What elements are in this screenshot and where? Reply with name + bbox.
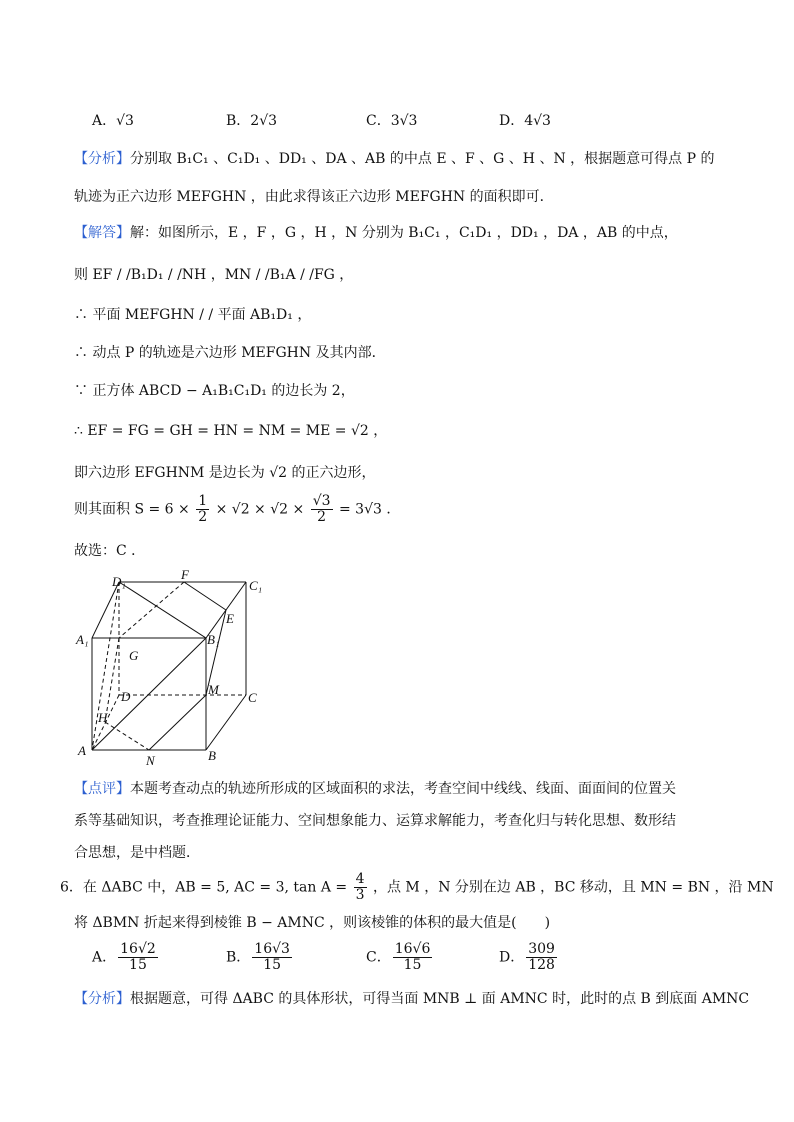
q6-line-2: 将 ΔBMN 折起来得到棱锥 B − AMNC ，则该棱锥的体积的最大值是( ): [74, 915, 551, 931]
comment-text-1: 本题考查动点的轨迹所形成的区域面积的求法，考查空间中线线、线面、面面间的位置关: [130, 781, 676, 797]
q6-option-a-num: 16√2: [120, 941, 156, 957]
q6-option-a-den: 15: [129, 957, 147, 973]
label-c1: C₁: [249, 578, 263, 593]
q6-option-c-num: 16√6: [394, 941, 431, 957]
fraction-root3: [311, 494, 333, 525]
q6-option-d-frac: [526, 942, 557, 973]
comment-line-1: [74, 778, 676, 798]
q6-option-c-frac: [393, 942, 433, 973]
label-a1: A₁: [76, 632, 89, 647]
label-c: C: [248, 690, 257, 705]
fraction-half-num: 1: [198, 493, 208, 509]
solution-line-8: [74, 494, 400, 525]
fraction-root3-den: 2: [317, 509, 327, 525]
solution-line-4: ∴ 动点 P 的轨迹是六边形 MEFGHN 及其内部．: [74, 345, 386, 361]
label-d: D: [121, 689, 131, 704]
analysis-line-1: [74, 148, 714, 168]
q6-option-c-label: C．: [366, 949, 391, 966]
area-post: = 3√3 ．: [338, 501, 401, 518]
fraction-half: [196, 494, 209, 525]
q6-option-c-den: 15: [403, 957, 422, 973]
q6-option-d-num: 309: [528, 941, 555, 957]
analysis2-text-1: 根据题意，可得 ΔABC 的具体形状，可得当面 MNB ⊥ 面 AMNC 时，此时的点 B 到底面 AMNC: [130, 991, 750, 1007]
q6-option-a-frac: [118, 942, 158, 973]
area-pre: 则其面积 S = 6 ×: [74, 501, 190, 518]
analysis-text-1: 分别取 B₁C₁ 、C₁D₁ 、DD₁ 、DA 、AB 的中点 E 、F 、G 、H 、N ，根据题意可得点 P 的: [130, 151, 715, 167]
q6-option-b-den: 15: [263, 957, 282, 973]
solution-line-7: 即六边形 EFGHNM 是边长为 √2 的正六边形，: [74, 465, 376, 481]
cube-figure: [74, 570, 274, 770]
label-h: H: [98, 710, 108, 725]
q6-line-1: [60, 872, 774, 903]
solution-line-9: 故选：C ．: [74, 543, 146, 559]
solution-line-3: ∴ 平面 MEFGHN / / 平面 AB₁D₁ ，: [74, 307, 312, 323]
label-b1: B₁: [207, 632, 220, 647]
option-b: B．2√3: [226, 113, 278, 129]
solution-tag: 【解答】: [74, 225, 130, 241]
label-e: E: [226, 611, 234, 626]
q6-option-b-num: 16√3: [254, 941, 290, 957]
solution-line-1: [74, 222, 678, 242]
q6-option-d-den: 128: [528, 957, 555, 973]
q6-option-c: [366, 942, 434, 973]
label-b: B: [208, 748, 216, 763]
fraction-half-den: 2: [198, 509, 208, 525]
option-c: C．3√3: [366, 113, 418, 129]
q6-option-a-label: A．: [92, 949, 117, 966]
area-mid: × √2 × √2 ×: [215, 501, 305, 518]
label-n: N: [146, 753, 155, 768]
q6-option-b-label: B．: [226, 949, 251, 966]
q6-post: ，点 M ，N 分别在边 AB ，BC 移动，且 MN = BN ，沿 MN: [372, 879, 774, 896]
label-g: G: [129, 648, 139, 663]
q6-option-b: [226, 942, 294, 973]
label-f: F: [181, 570, 189, 582]
analysis2-tag: 【分析】: [74, 991, 130, 1007]
analysis2-line-1: [74, 988, 749, 1008]
q6-pre: 6．在 ΔABC 中，AB = 5, AC = 3, tan A =: [60, 879, 348, 896]
option-a: A．√3: [92, 113, 134, 129]
option-d: D．4√3: [499, 113, 551, 129]
q6-option-d-label: D．: [499, 949, 525, 966]
q6-fraction-num: 4: [355, 871, 365, 887]
q6-option-a: [92, 942, 160, 973]
label-d1: D₁: [112, 574, 126, 589]
comment-tag: 【点评】: [74, 781, 130, 797]
q6-fraction-den: 3: [355, 887, 365, 903]
q6-option-b-frac: [252, 942, 292, 973]
solution-line-2: 则 EF / /B₁D₁ / /NH ，MN / /B₁A / /FG ，: [74, 267, 354, 283]
analysis-line-2: 轨迹为正六边形 MEFGHN ，由此求得该正六边形 MEFGHN 的面积即可．: [74, 189, 554, 205]
label-m: M: [208, 682, 219, 697]
analysis-tag: 【分析】: [74, 151, 130, 167]
fraction-root3-num: √3: [312, 493, 331, 509]
comment-line-3: 合思想，是中档题．: [74, 845, 200, 861]
comment-line-2: 系等基础知识，考查推理论证能力、空间想象能力、运算求解能力，考查化归与转化思想、数形结: [74, 813, 676, 829]
q6-option-d: [499, 942, 559, 973]
label-a: A: [78, 743, 86, 758]
solution-line-5: ∵ 正方体 ABCD − A₁B₁C₁D₁ 的边长为 2，: [74, 383, 355, 399]
solution-line-6: ∴ EF = FG = GH = HN = NM = ME = √2 ，: [74, 423, 388, 439]
solution-text-1: 解：如图所示，E ，F ，G ，H ，N 分别为 B₁C₁ ，C₁D₁ ，DD₁ ，DA ，AB 的中点，: [130, 225, 678, 241]
q6-fraction: [354, 872, 367, 903]
